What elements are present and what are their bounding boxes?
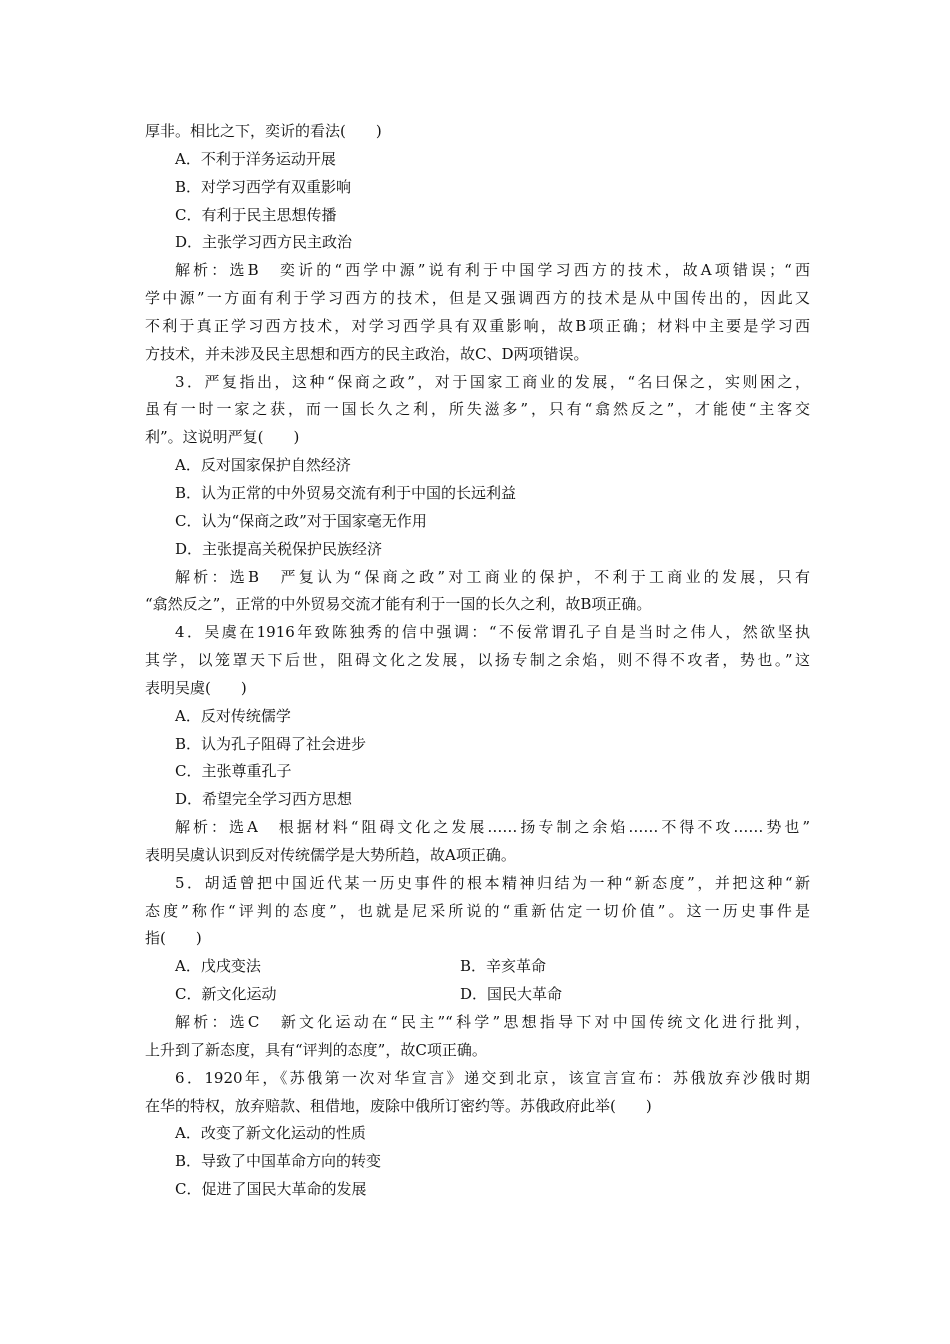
answer-option: A．反对传统儒学 — [175, 706, 291, 725]
answer-option: D．主张提高关税保护民族经济 — [175, 539, 383, 558]
paragraph-last-line: “翕然反之”，正常的中外贸易交流才能有利于一国的长久之利，故B项正确。 — [145, 595, 652, 614]
paragraph-first-line: 6．1920年，《苏俄第一次对华宣言》递交到北京，该宣言宣布：苏俄放弃沙俄时期 — [175, 1068, 810, 1087]
paragraph-last-line: 方技术，并未涉及民主思想和西方的民主政治，故C、D两项错误。 — [145, 344, 589, 363]
option-left: C．新文化运动 — [175, 985, 277, 1004]
paragraph-first-line: 解析：选A 根据材料“阻碍文化之发展……扬专制之余焰……不得不攻……势也” — [175, 818, 810, 837]
option-right: D．国民大革命 — [460, 985, 563, 1004]
text-line: 厚非。相比之下，奕䜣的看法( ) — [145, 122, 382, 140]
paragraph-line: 不利于真正学习西方技术，对学习西学具有双重影响，故B项正确；材料中主要是学习西 — [145, 316, 810, 335]
paragraph-line: 其学，以笼罩天下后世，阻碍文化之发展，以扬专制之余焰，则不得不攻者，势也。”这 — [145, 651, 810, 670]
paragraph-first-line: 3．严复指出，这种“保商之政”，对于国家工商业的发展，“名曰保之，实则困之， — [175, 372, 810, 391]
answer-option: C．促进了国民大革命的发展 — [175, 1180, 367, 1199]
paragraph-first-line: 5．胡适曾把中国近代某一历史事件的根本精神归结为一种“新态度”，并把这种“新 — [175, 873, 810, 892]
paragraph-line: 虽有一时一家之获，而一国长久之利，所失滋多”，只有“翕然反之”，才能使“主客交 — [145, 400, 810, 419]
answer-option: C．认为“保商之政”对于国家毫无作用 — [175, 511, 427, 530]
answer-option: B．导致了中国革命方向的转变 — [175, 1152, 382, 1171]
paragraph-last-line: 表明吴虞认识到反对传统儒学是大势所趋，故A项正确。 — [145, 845, 516, 864]
option-row — [145, 953, 810, 981]
paragraph-last-line: 指( ) — [145, 929, 202, 948]
answer-option: C．主张尊重孔子 — [175, 762, 292, 781]
paragraph-last-line: 在华的特权，放弃赔款、租借地，废除中俄所订密约等。苏俄政府此举( ) — [145, 1096, 652, 1115]
paragraph-first-line: 解析：选B 奕䜣的“西学中源”说有利于中国学习西方的技术，故A项错误；“西 — [175, 261, 810, 280]
paragraph-first-line: 4．吴虞在1916年致陈独秀的信中强调：“不佞常谓孔子自是当时之伟人，然欲坚执 — [175, 623, 810, 642]
answer-option: C．有利于民主思想传播 — [175, 205, 337, 224]
paragraph-last-line: 利”。这说明严复( ) — [145, 428, 300, 447]
option-left: A．戊戌变法 — [175, 957, 261, 976]
document-body — [145, 118, 810, 1204]
paragraph-last-line: 表明吴虞( ) — [145, 678, 247, 697]
answer-option: D．希望完全学习西方思想 — [175, 790, 353, 809]
answer-option: D．主张学习西方民主政治 — [175, 233, 353, 252]
option-row — [145, 981, 810, 1009]
paragraph-line: 学中源”一方面有利于学习西方的技术，但是又强调西方的技术是从中国传出的，因此又 — [145, 289, 810, 308]
answer-option: B．认为孔子阻碍了社会进步 — [175, 734, 367, 753]
answer-option: B．对学习西学有双重影响 — [175, 177, 352, 196]
paragraph-last-line: 上升到了新态度，具有“评判的态度”，故C项正确。 — [145, 1040, 487, 1059]
paragraph-line: 态度”称作“评判的态度”，也就是尼采所说的“重新估定一切价值”。这一历史事件是 — [145, 901, 810, 920]
answer-option: A．不利于洋务运动开展 — [175, 149, 336, 168]
paragraph-first-line: 解析：选C 新文化运动在“民主”“科学”思想指导下对中国传统文化进行批判， — [175, 1013, 810, 1031]
answer-option: B．认为正常的中外贸易交流有利于中国的长远利益 — [175, 483, 517, 502]
answer-option: A．改变了新文化运动的性质 — [175, 1124, 366, 1143]
paragraph-first-line: 解析：选B 严复认为“保商之政”对工商业的保护，不利于工商业的发展，只有 — [175, 567, 810, 586]
answer-option: A．反对国家保护自然经济 — [175, 456, 351, 475]
option-right: B．辛亥革命 — [460, 957, 547, 976]
